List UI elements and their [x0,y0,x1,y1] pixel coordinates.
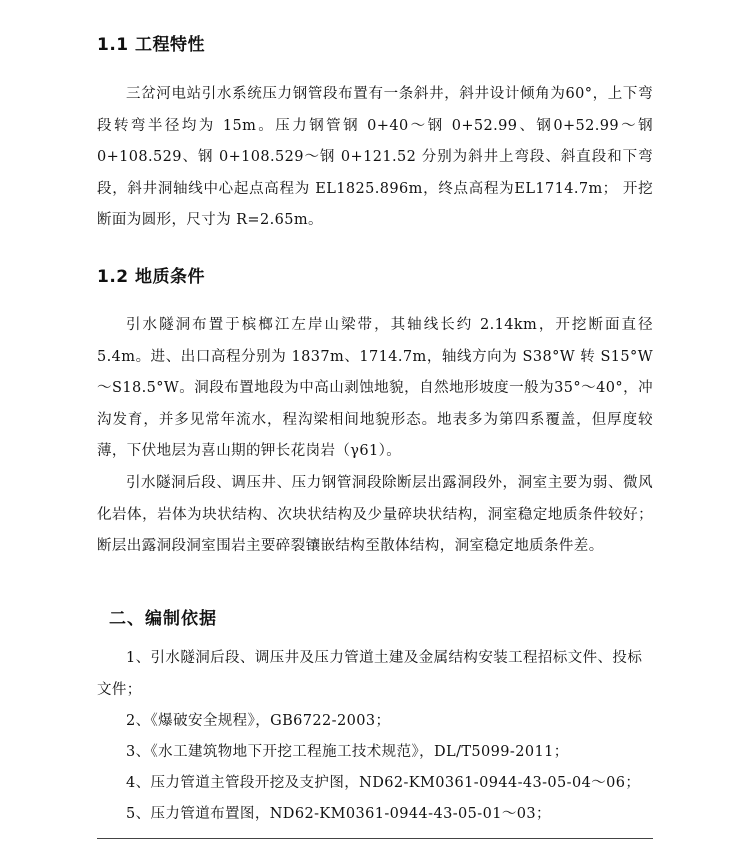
basis-item-3: 3、《水工建筑物地下开挖工程施工技术规范》，DL/T5099-2011； [126,744,569,760]
footer-divider [97,838,653,839]
heading-1-1: 1.1 工程特性 [97,35,206,55]
heading-compilation-basis: 二、编制依据 [109,609,217,629]
basis-item-2: 2、《爆破安全规程》，GB6722-2003； [126,713,391,729]
basis-item-5: 5、压力管道布置图，ND62-KM0361-0944-43-05-01～03； [126,806,551,822]
paragraph-geology-1: 引水隧洞布置于槟榔江左岸山梁带，其轴线长约 2.14km，开挖断面直径 5.4m。进、出口高程分别为 1837m、1714.7m，轴线方向为 S38°W 转 S15°W～S18.5°W。洞段布置地段为中高山剥蚀地貌，自然地形坡度一般为35°～40°，冲沟发育，并多见常年流水，程沟梁相间地貌形态。地表多为第四系覆盖，但厚度较薄，下伏地层为喜山期的钾长花岗岩（γ61）。 [97,317,653,460]
heading-1-2: 1.2 地质条件 [97,267,206,287]
paragraph-engineering-features: 三岔河电站引水系统压力钢管段布置有一条斜井，斜井设计倾角为60°，上下弯段转弯半径均为 15m。压力钢管钢 0+40～钢 0+52.99、钢0+52.99～钢 0+108.529、钢 0+108.529～钢 0+121.52 分别为斜井上弯段、斜直段和下弯段，斜井洞轴线中心起点高程为 EL1825.896m，终点高程为EL1714.7m； 开挖断面为圆形，尺寸为 R=2.65m。 [97,86,653,229]
basis-item-1: 1、引水隧洞后段、调压井及压力管道土建及金属结构安装工程招标文件、投标文件； [97,650,643,698]
paragraph-geology-2: 引水隧洞后段、调压井、压力钢管洞段除断层出露洞段外，洞室主要为弱、微风化岩体，岩体为块状结构、次块状结构及少量碎块状结构，洞室稳定地质条件较好；断层出露洞段洞室围岩主要碎裂镶嵌结构至散体结构，洞室稳定地质条件差。 [97,475,653,555]
basis-item-4: 4、压力管道主管段开挖及支护图，ND62-KM0361-0944-43-05-04～06； [126,775,641,791]
